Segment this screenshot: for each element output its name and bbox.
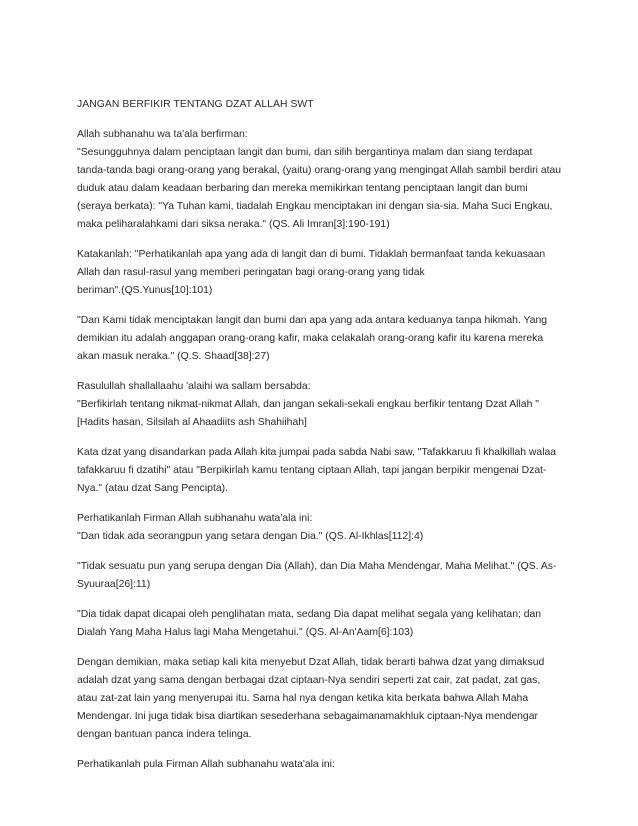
text-line: Nya." (atau dzat Sang Pencipta).	[77, 483, 228, 494]
text-line: adalah dzat yang sama dengan berbagai dzat ciptaan-Nya sendiri seperti zat cair, zat padat, zat gas,	[77, 675, 541, 686]
paragraph	[77, 378, 577, 432]
text-line: "Dia tidak dapat dicapai oleh penglihatan mata, sedang Dia dapat melihat segala yang kelihatan; dan	[77, 609, 542, 620]
text-line: Dengan demikian, maka setiap kali kita menyebut Dzat Allah, tidak berarti bahwa dzat yang dimaksud	[77, 657, 545, 668]
text-line: duduk atau dalam keadaan berbaring dan mereka memikirkan tentang penciptaan langit dan bumi	[77, 183, 528, 194]
text-line: tafakkaruu fi dzatihi" atau "Berpikirlah kamu tentang ciptaan Allah, tapi jangan berpikir mengenai Dzat-	[77, 465, 547, 476]
text-line: akan masuk neraka." (Q.S. Shaad[38]:27)	[77, 351, 270, 362]
text-line: maka peliharalahkami dari siksa neraka." (QS. Ali Imran[3]:190-191)	[77, 219, 390, 230]
text-line: [Hadits hasan, Silsilah al Ahaadiits ash Shahiihah]	[77, 417, 307, 428]
paragraph	[77, 246, 577, 300]
document-title: JANGAN BERFIKIR TENTANG DZAT ALLAH SWT	[77, 99, 314, 110]
text-line: atau zat-zat lain yang menyerupai itu. Sama hal nya dengan ketika kita berkata bahwa Allah Maha	[77, 693, 529, 704]
text-line: Kata dzat yang disandarkan pada Allah kita jumpai pada sabda Nabi saw, "Tafakkaruu fi khalkillah walaa	[77, 447, 557, 458]
paragraph	[77, 756, 577, 774]
text-line: beriman".(QS.Yunus[10]:101)	[77, 285, 213, 296]
text-line: (seraya berkata): "Ya Tuhan kami, tiadalah Engkau menciptakan ini dengan sia-sia. Maha Suci Engkau,	[77, 201, 553, 212]
paragraph	[77, 444, 577, 498]
text-line: Perhatikanlah pula Firman Allah subhanahu wata'ala ini:	[77, 759, 335, 770]
text-line: Mendengar. Ini juga tidak bisa diartikan sesederhana sebagaimanamakhluk ciptaan-Nya mendengar	[77, 711, 538, 722]
document-body	[77, 126, 577, 774]
text-line: tanda-tanda bagi orang-orang yang berakal, (yaitu) orang-orang yang mengingat Allah sambil berdiri atau	[77, 165, 562, 176]
paragraph	[77, 606, 577, 642]
text-line: demikian itu adalah anggapan orang-orang kafir, maka celakalah orang-orang kafir itu karena mereka	[77, 333, 544, 344]
document-page	[77, 97, 577, 786]
text-line: Rasulullah shallallaahu 'alaihi wa sallam bersabda:	[77, 381, 311, 392]
paragraph	[77, 654, 577, 744]
paragraph	[77, 312, 577, 366]
text-line: "Dan Kami tidak menciptakan langit dan bumi dan apa yang ada antara keduanya tanpa hikmah. Yang	[77, 315, 548, 326]
text-line: "Sesungguhnya dalam penciptaan langit dan bumi, dan silih bergantinya malam dan siang terdapat	[77, 147, 533, 158]
text-line: Allah dan rasul-rasul yang memberi peringatan bagi orang-orang yang tidak	[77, 267, 425, 278]
text-line: Syuuraa[26]:11)	[77, 579, 151, 590]
text-line: Dialah Yang Maha Halus lagi Maha Mengetahui." (QS. Al-An'Aam[6]:103)	[77, 627, 414, 638]
paragraph	[77, 126, 577, 234]
paragraph	[77, 510, 577, 546]
paragraph	[77, 558, 577, 594]
text-line: Perhatikanlah Firman Allah subhanahu wata'ala ini:	[77, 513, 313, 524]
text-line: "Tidak sesuatu pun yang serupa dengan Dia (Allah), dan Dia Maha Mendengar, Maha Melihat." (QS. As-	[77, 561, 557, 572]
text-line: "Berfikirlah tentang nikmat-nikmat Allah, dan jangan sekali-sekali engkau berfikir tentang Dzat Allah "	[77, 399, 539, 410]
text-line: Allah subhanahu wa ta'ala berfirman:	[77, 129, 248, 140]
text-line: "Dan tidak ada seorangpun yang setara dengan Dia." (QS. Al-Ikhlas[112]:4)	[77, 531, 424, 542]
text-line: Katakanlah: "Perhatikanlah apa yang ada di langit dan di bumi. Tidaklah bermanfaat tanda kekuasaan	[77, 249, 546, 260]
text-line: dengan bantuan panca indera telinga.	[77, 729, 252, 740]
